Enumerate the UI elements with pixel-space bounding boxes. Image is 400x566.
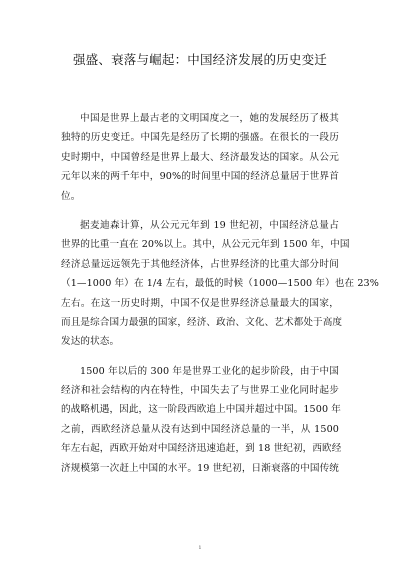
document-title: 强盛、衰落与崛起：中国经济发展的历史变迁: [72, 52, 327, 67]
paragraph-3: [61, 362, 342, 478]
paragraph-line: 位。: [61, 190, 81, 202]
paragraph-line: 史时期中，中国曾经是世界上最大、经济最发达的国家。从公元: [61, 151, 339, 163]
paragraph-line: 年左右起，西欧开始对中国经济迅速追赶，到 18 世纪初，西欧经: [61, 443, 342, 455]
page-number: 1: [198, 545, 202, 551]
paragraph-line: 据麦迪森计算，从公元元年到 19 世纪初，中国经济总量占: [80, 219, 339, 231]
paragraph-spacer: [61, 352, 339, 362]
paragraph-1: [61, 109, 339, 206]
paragraph-line: 左右。在这一历史时期，中国不仅是世界经济总量最大的国家，: [61, 297, 339, 309]
paragraph-line: 世界的比重一直在 20%以上。其中，从公元元年到 1500 年，中国: [61, 239, 350, 251]
paragraph-line: 经济和社会结构的内在特性，中国失去了与世界工业化同时起步: [61, 385, 339, 397]
paragraph-line: 之前，西欧经济总量从没有达到中国经济总量的一半，从 1500: [61, 423, 339, 435]
paragraph-line: 而且是综合国力最强的国家，经济、政治、文化、艺术都处于高度: [61, 316, 343, 328]
paragraph-line: 中国是世界上最古老的文明国度之一，她的发展经历了极其: [80, 113, 339, 124]
paragraph-line: 元年以来的两千年中，90%的时间里中国的经济总量居于世界首: [61, 171, 339, 183]
paragraph-line: 的战略机遇，因此，这一阶段西欧追上中国并超过中国。1500 年: [61, 404, 342, 416]
paragraph-line: 济规模第一次赶上中国的水平。19 世纪初，日渐衰落的中国传统: [61, 462, 339, 474]
document-body: [61, 109, 379, 478]
paragraph-line: 独特的历史变迁。中国先是经历了长期的强盛。在很长的一段历: [61, 132, 339, 144]
paragraph-line: 发达的状态。: [61, 336, 120, 348]
paragraph-line: （1—1000 年）在 1/4 左右，最低的时候（1000—1500 年）也在 23%: [61, 278, 379, 290]
paragraph-2: [61, 216, 379, 352]
paragraph-spacer: [61, 206, 339, 216]
paragraph-line: 经济总量远远领先于其他经济体，占世界经济的比重大部分时间: [61, 258, 339, 270]
paragraph-line: 1500 年以后的 300 年是世界工业化的起步阶段，由于中国: [80, 365, 339, 377]
